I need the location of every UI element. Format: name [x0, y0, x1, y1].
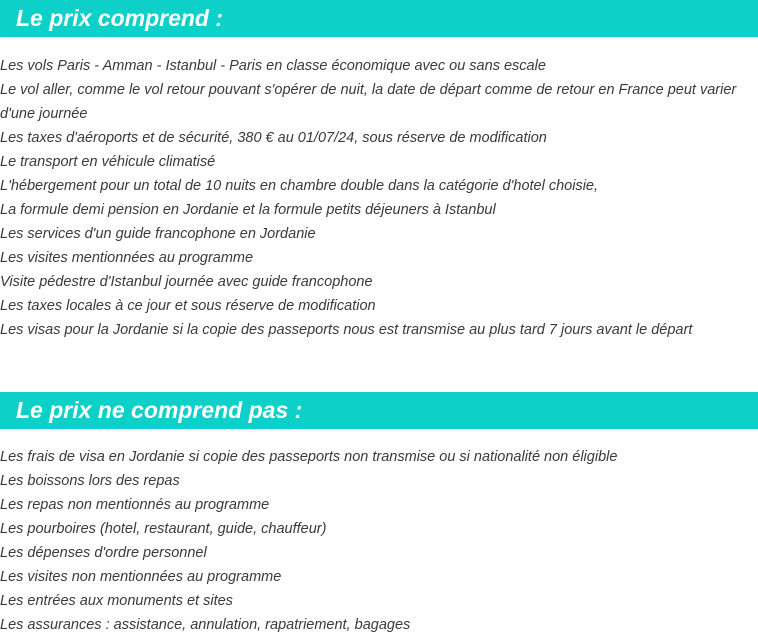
list-item: Les assurances : assistance, annulation, rapatriement, bagages — [0, 617, 411, 633]
list-item: L'hébergement pour un total de 10 nuits en chambre double dans la catégorie d'hotel choisie, — [0, 178, 599, 194]
list-item: Les entrées aux monuments et sites — [0, 593, 233, 609]
list-item: Les taxes locales à ce jour et sous réserve de modification — [0, 298, 376, 314]
list-item: Les services d'un guide francophone en Jordanie — [0, 226, 316, 242]
excludes-section-title: Le prix ne comprend pas : — [0, 392, 758, 429]
list-item: Les visites mentionnées au programme — [0, 250, 254, 266]
includes-list — [0, 54, 758, 342]
list-item: Les dépenses d'ordre personnel — [0, 545, 207, 561]
list-item: Les taxes d'aéroports et de sécurité, 380 € au 01/07/24, sous réserve de modification — [0, 130, 547, 146]
includes-section-title: Le prix comprend : — [0, 0, 758, 37]
list-item: Le vol aller, comme le vol retour pouvant s'opérer de nuit, la date de départ comme de retour en France peut varier d'une journée — [0, 82, 737, 122]
list-item: Les repas non mentionnés au programme — [0, 497, 270, 513]
list-item: Le transport en véhicule climatisé — [0, 154, 216, 170]
list-item: Les frais de visa en Jordanie si copie des passeports non transmise ou si nationalité non éligible — [0, 449, 618, 465]
list-item: Les boissons lors des repas — [0, 473, 180, 489]
list-item: Visite pédestre d'Istanbul journée avec guide francophone — [0, 274, 373, 290]
list-item: Les pourboires (hotel, restaurant, guide, chauffeur) — [0, 521, 327, 537]
list-item: Les visites non mentionnées au programme — [0, 569, 282, 585]
list-item: Les vols Paris - Amman - Istanbul - Paris en classe économique avec ou sans escale — [0, 58, 546, 74]
excludes-list — [0, 445, 758, 637]
list-item: Les visas pour la Jordanie si la copie des passeports nous est transmise au plus tard 7 jours avant le départ — [0, 322, 693, 338]
list-item: La formule demi pension en Jordanie et la formule petits déjeuners à Istanbul — [0, 202, 496, 218]
